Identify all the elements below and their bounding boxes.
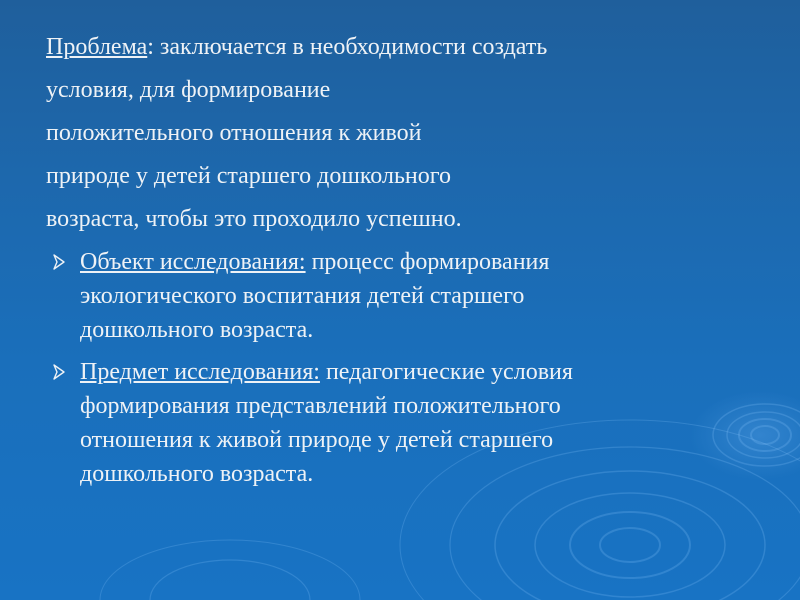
research-subject-line: формирования представлений положительного <box>80 393 561 419</box>
problem-line: природе у детей старшего дошкольного <box>46 163 451 189</box>
problem-line: положительного отношения к живой <box>46 120 422 146</box>
research-object-value: процесс формирования <box>305 249 550 275</box>
research-object-item <box>46 245 766 347</box>
research-object-line: экологического воспитания детей старшего <box>80 283 525 309</box>
problem-statement <box>46 30 766 236</box>
research-subject-value: педагогические условия <box>319 359 573 385</box>
problem-first-line <box>46 30 766 64</box>
research-object-label: Объект исследования: <box>80 249 306 275</box>
hollow-arrow-bullet-icon <box>52 364 66 380</box>
research-subject-item <box>46 355 766 491</box>
problem-line: возраста, чтобы это проходило успешно. <box>46 206 462 232</box>
problem-label: Проблема <box>46 34 148 60</box>
problem-line: условия, для формирование <box>46 77 331 103</box>
research-object-first-line <box>80 245 766 279</box>
research-subject-label: Предмет исследования: <box>80 359 320 385</box>
research-subject-text <box>80 355 766 491</box>
hollow-arrow-bullet-icon <box>52 254 66 270</box>
research-subject-line: дошкольного возраста. <box>80 461 314 487</box>
research-subject-first-line <box>80 355 766 389</box>
problem-text: : заключается в необходимости создать <box>147 34 548 60</box>
research-object-text <box>80 245 766 347</box>
research-object-line: дошкольного возраста. <box>80 317 314 343</box>
slide-content <box>46 30 766 491</box>
research-subject-line: отношения к живой природе у детей старшего <box>80 427 554 453</box>
